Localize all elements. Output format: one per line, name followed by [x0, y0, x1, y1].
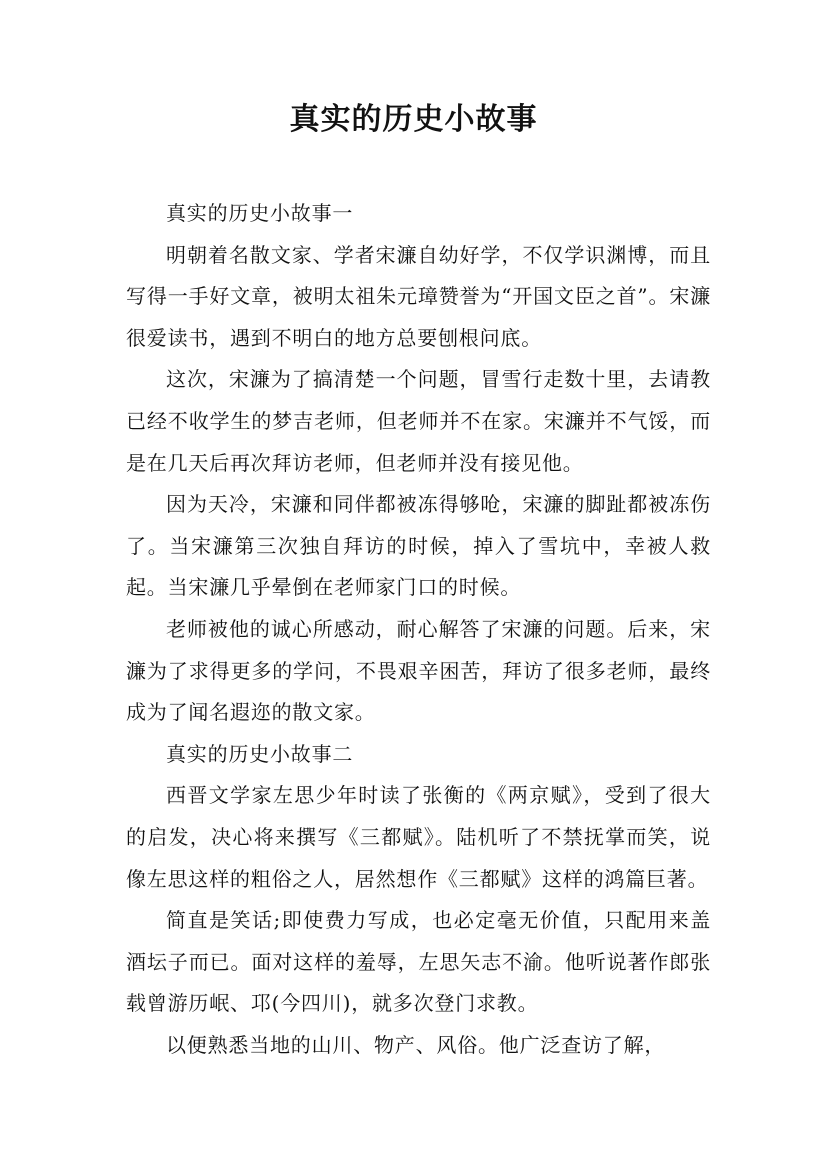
paragraph: 西晋文学家左思少年时读了张衡的《两京赋》，受到了很大的启发，决心将来撰写《三都赋》。陆机听了不禁抚掌而笑，说像左思这样的粗俗之人，居然想作《三都赋》这样的鸿篇巨著。 [126, 783, 711, 891]
document-title: 真实的历史小故事 [289, 102, 538, 137]
paragraph-heading-story-1: 真实的历史小故事一 [166, 201, 354, 225]
paragraph: 明朝着名散文家、学者宋濂自幼好学，不仅学识渊博，而且写得一手好文章，被明太祖朱元璋赞誉为“开国文臣之首”。宋濂很爱读书，遇到不明白的地方总要刨根问底。 [126, 242, 711, 350]
paragraph: 因为天冷，宋濂和同伴都被冻得够呛，宋濂的脚趾都被冻伤了。当宋濂第三次独自拜访的时候，掉入了雪坑中，幸被人救起。当宋濂几乎晕倒在老师家门口的时候。 [126, 492, 711, 600]
paragraph: 简直是笑话;即使费力写成，也必定毫无价值，只配用来盖酒坛子而已。面对这样的羞辱，左思矢志不渝。他听说著作郎张载曾游历岷、邛(今四川)，就多次登门求教。 [126, 908, 711, 1016]
paragraph: 以便熟悉当地的山川、物产、风俗。他广泛查访了解， [166, 1032, 666, 1057]
paragraph: 老师被他的诚心所感动，耐心解答了宋濂的问题。后来，宋濂为了求得更多的学问，不畏艰辛困苦，拜访了很多老师，最终成为了闻名遐迩的散文家。 [126, 616, 711, 725]
paragraph: 这次，宋濂为了搞清楚一个问题，冒雪行走数十里，去请教已经不收学生的梦吉老师，但老师并不在家。宋濂并不气馁，而是在几天后再次拜访老师，但老师并没有接见他。 [126, 367, 711, 475]
document-body [126, 193, 711, 1066]
paragraph-heading-story-2: 真实的历史小故事二 [166, 741, 354, 766]
